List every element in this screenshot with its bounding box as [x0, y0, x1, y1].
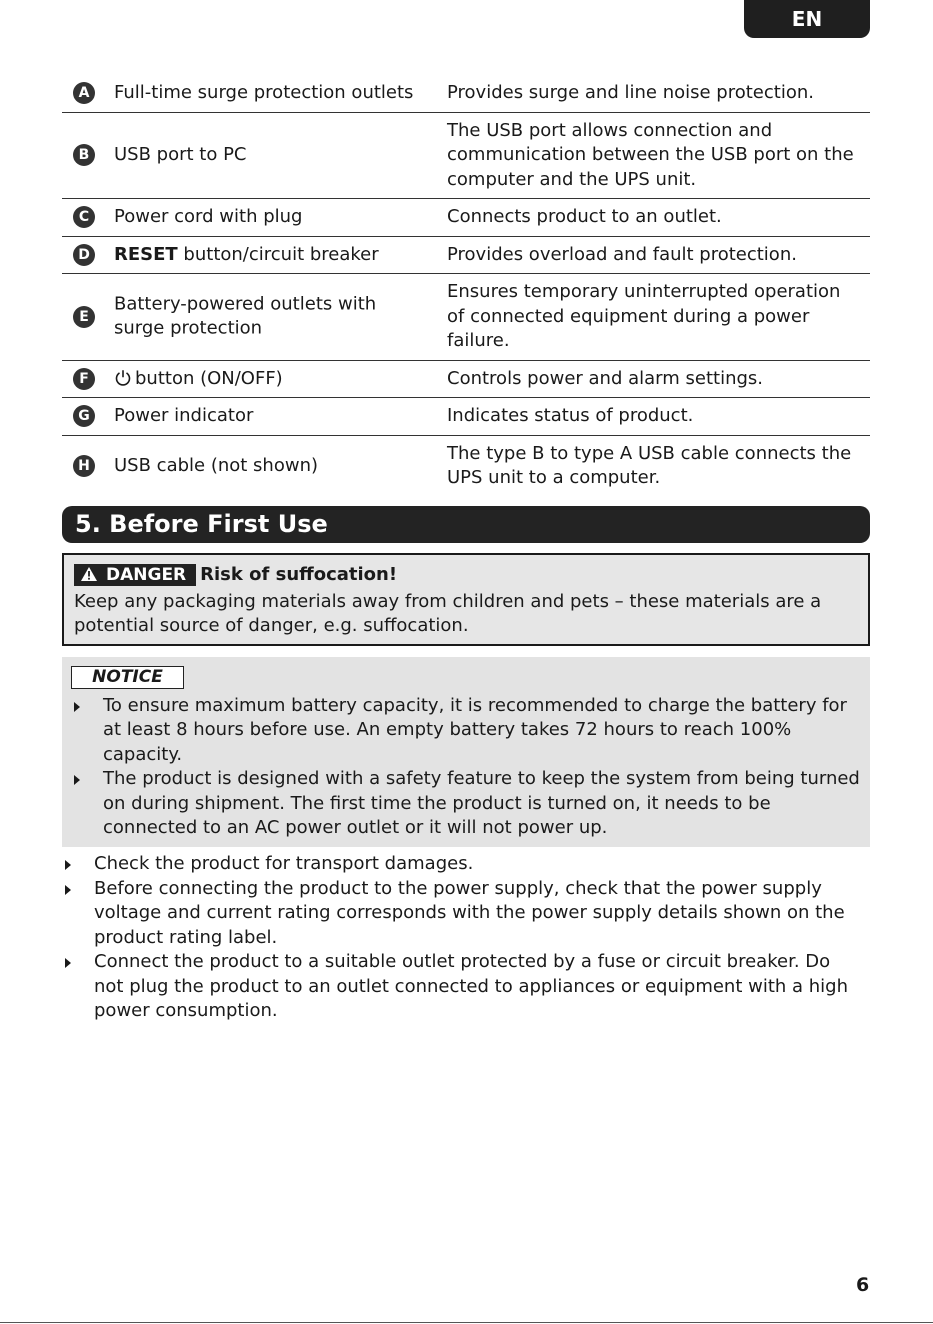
danger-text: Keep any packaging materials away from children and pets – these materials are a potential source of danger, e.g. suffocation. — [74, 590, 822, 636]
letter-badge: C — [73, 206, 95, 228]
list-item: Check the product for transport damages. — [62, 852, 862, 877]
part-name: USB cable (not shown) — [114, 454, 318, 476]
table-row — [62, 199, 870, 237]
letter-badge: F — [73, 368, 95, 390]
part-description: The type B to type A USB cable connects the UPS unit to a computer. — [447, 442, 852, 488]
table-row — [62, 237, 870, 275]
letter-badge: B — [73, 144, 95, 166]
table-row — [62, 274, 870, 361]
notice-label: NOTICE — [71, 666, 184, 689]
language-tab: EN — [744, 0, 870, 38]
part-description: Connects product to an outlet. — [447, 206, 722, 227]
part-name: button (ON/OFF) — [114, 367, 434, 392]
part-description: Indicates status of product. — [447, 405, 694, 426]
bullet-icon — [74, 702, 80, 712]
part-description: The USB port allows connection and communication between the USB port on the computer and the UPS unit. — [447, 119, 854, 190]
part-description: Controls power and alarm settings. — [447, 367, 764, 389]
bullet-icon — [65, 860, 71, 870]
letter-badge: A — [73, 82, 95, 104]
letter-badge: G — [73, 405, 95, 427]
list-item: Before connecting the product to the power supply, check that the power supply voltage and current rating corresponds with the power supply details shown on the product rating label. — [62, 877, 862, 951]
steps-list — [62, 852, 862, 1024]
bottom-divider — [0, 1322, 933, 1323]
part-name: Battery-powered outlets with surge protection — [114, 293, 377, 339]
power-icon — [114, 369, 132, 387]
danger-label: DANGER — [74, 564, 196, 586]
part-description: Ensures temporary uninterrupted operation of connected equipment during a power failure. — [447, 281, 841, 351]
danger-heading: Risk of suffocation! — [200, 564, 398, 585]
danger-box — [62, 553, 870, 646]
notice-box — [62, 657, 870, 847]
bullet-icon — [74, 775, 80, 785]
list-item: The product is designed with a safety feature to keep the system from being turned on during shipment. The first time the product is turned on, it needs to be connected to an AC power outlet or it will not power up. — [71, 767, 860, 841]
parts-table — [62, 75, 870, 497]
table-row — [62, 398, 870, 436]
list-item: To ensure maximum battery capacity, it is recommended to charge the battery for at least 8 hours before use. An empty battery takes 72 hours to reach 100% capacity. — [71, 694, 860, 768]
table-row — [62, 75, 870, 113]
table-row — [62, 436, 870, 497]
part-name: RESET button/circuit breaker — [114, 243, 379, 265]
table-row — [62, 113, 870, 200]
part-description: Provides surge and line noise protection. — [447, 82, 814, 103]
part-description: Provides overload and fault protection. — [447, 243, 797, 265]
bullet-icon — [65, 885, 71, 895]
page-number: 6 — [856, 1274, 870, 1296]
part-name: Full-time surge protection outlets — [114, 82, 414, 103]
letter-badge: D — [73, 244, 95, 266]
part-name: Power cord with plug — [114, 206, 303, 227]
bullet-icon — [65, 958, 71, 968]
letter-badge: E — [73, 306, 95, 328]
part-name: Power indicator — [114, 405, 254, 426]
list-item: Connect the product to a suitable outlet protected by a fuse or circuit breaker. Do not plug the product to an outlet connected to appliances or equipment with a high power consumption. — [62, 950, 862, 1024]
table-row — [62, 361, 870, 399]
warning-icon — [80, 566, 98, 582]
part-name: USB port to PC — [114, 144, 247, 165]
section-title: 5. Before First Use — [62, 506, 870, 543]
letter-badge: H — [73, 455, 95, 477]
